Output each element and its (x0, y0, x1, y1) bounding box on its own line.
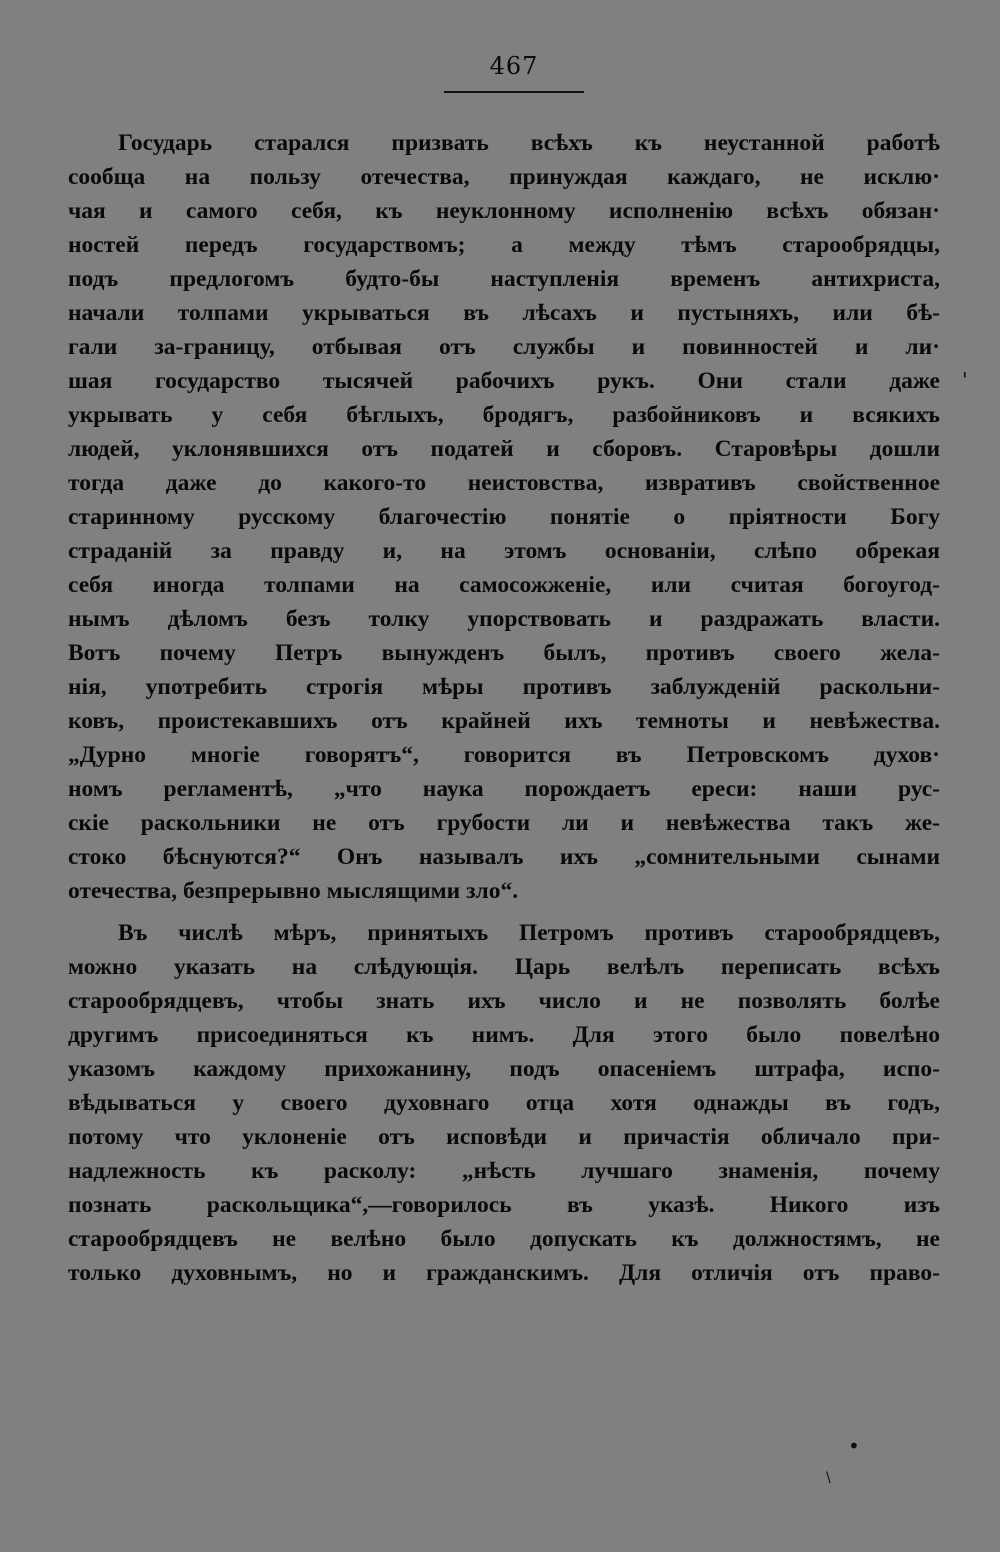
body-text (68, 126, 940, 1290)
stray-speck: \ (826, 1470, 831, 1486)
stray-speck: • (848, 1434, 860, 1458)
text-line: старообрядцевъ, чтобы знать ихъ число и не позволять болѣе (68, 988, 940, 1014)
text-line: начали толпами укрываться въ лѣсахъ и пустыняхъ, или бѣ- (68, 300, 940, 326)
text-line: старообрядцевъ не велѣно было допускать къ должностямъ, не (68, 1226, 940, 1252)
text-line: номъ регламентѣ, „что наука порождаетъ ереси: наши рус- (68, 776, 940, 802)
text-line: сообща на пользу отечества, принуждая каждаго, не исклю· (68, 164, 940, 190)
text-line: ковъ, проистекавшихъ отъ крайней ихъ темноты и невѣжества. (68, 708, 940, 734)
stray-speck: ' (962, 368, 968, 392)
text-line: Государь старался призвать всѣхъ къ неустанной работѣ (118, 130, 940, 156)
text-line: скіе раскольники не отъ грубости ли и невѣжества такъ же- (68, 810, 940, 836)
text-line: Вотъ почему Петръ вынужденъ былъ, противъ своего жела- (68, 640, 940, 666)
page-number-rule (444, 91, 584, 93)
text-line: можно указать на слѣдующія. Царь велѣлъ переписать всѣхъ (68, 954, 940, 980)
text-line: подъ предлогомъ будто-бы наступленія временъ антихриста, (68, 266, 940, 292)
text-line: стоко бѣснуются?“ Онъ называлъ ихъ „сомнительными сынами (68, 844, 940, 870)
text-line: нія, употребить строгія мѣры противъ заблужденій раскольни- (68, 674, 940, 700)
text-line: вѣдываться у своего духовнаго отца хотя однажды въ годъ, (68, 1090, 940, 1116)
text-line: познать раскольщика“,—говорилось въ указѣ. Никого изъ (68, 1192, 940, 1218)
text-line: укрывать у себя бѣглыхъ, бродягъ, разбойниковъ и всякихъ (68, 402, 940, 428)
text-line: Въ числѣ мѣръ, принятыхъ Петромъ противъ старообрядцевъ, (118, 920, 940, 946)
text-line: нымъ дѣломъ безъ толку упорствовать и раздражать власти. (68, 606, 940, 632)
text-line: чая и самого себя, къ неуклонному исполненію всѣхъ обязан· (68, 198, 940, 224)
page-number: 467 (489, 52, 539, 80)
text-line: другимъ присоединяться къ нимъ. Для этого было повелѣно (68, 1022, 940, 1048)
paragraph-gap (68, 908, 940, 916)
text-line: надлежность къ расколу: „нѣсть лучшаго знаменія, почему (68, 1158, 940, 1184)
text-line: старинному русскому благочестію понятіе о пріятности Богу (68, 504, 940, 530)
text-line: „Дурно многіе говорятъ“, говорится въ Петровскомъ духов· (68, 742, 940, 768)
paragraph-1 (68, 126, 940, 908)
text-line: ностей передъ государствомъ; а между тѣмъ старообрядцы, (68, 232, 940, 258)
text-line: страданій за правду и, на этомъ основаніи, слѣпо обрекая (68, 538, 940, 564)
text-line: шая государство тысячей рабочихъ рукъ. Они стали даже (68, 368, 940, 394)
text-line: тогда даже до какого-то неистовства, извративъ свойственное (68, 470, 940, 496)
paragraph-2 (68, 916, 940, 1290)
text-line: только духовнымъ, но и гражданскимъ. Для отличія отъ право- (68, 1260, 940, 1286)
text-line: гали за-границу, отбывая отъ службы и повинностей и ли· (68, 334, 940, 360)
text-line: отечества, безпрерывно мыслящими зло“. (68, 878, 519, 904)
text-line: потому что уклоненіе отъ исповѣди и причастія обличало при- (68, 1124, 940, 1150)
text-line: людей, уклонявшихся отъ податей и сборовъ. Старовѣры дошли (68, 436, 940, 462)
text-line: указомъ каждому прихожанину, подъ опасеніемъ штрафа, испо- (68, 1056, 940, 1082)
text-line: себя иногда толпами на самосожженіе, или считая богоугод- (68, 572, 940, 598)
